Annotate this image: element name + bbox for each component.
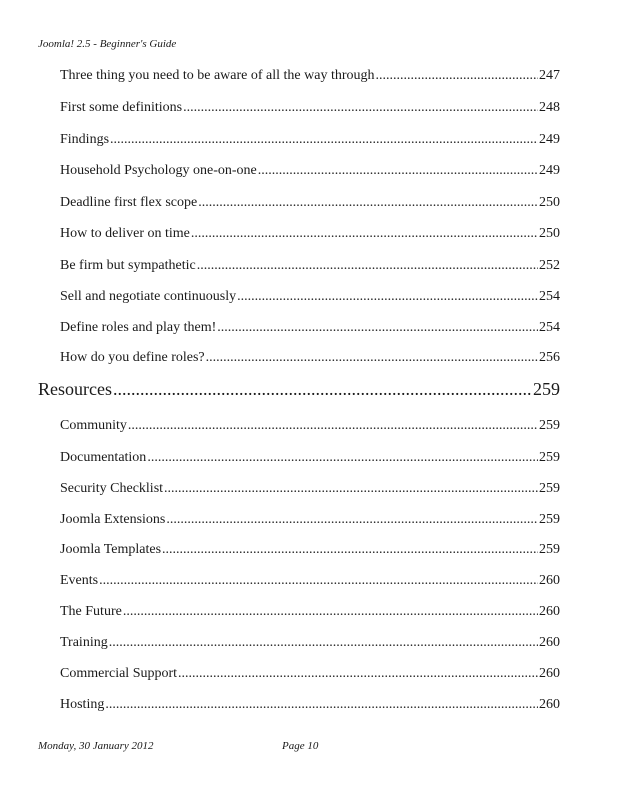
toc-entry [60, 350, 560, 370]
toc-entry-title: First some definitions [60, 100, 183, 115]
toc-entry-page: 260 [539, 697, 560, 712]
toc-entry-page: 252 [539, 258, 560, 273]
toc-entry-page: 259 [539, 512, 560, 527]
toc-dot-leader [198, 195, 538, 211]
toc-entry-title: Sell and negotiate continuously [60, 289, 237, 304]
toc-entry-title: How do you define roles? [60, 350, 205, 365]
toc-entry-page: 259 [539, 450, 560, 465]
toc-entry-title: Define roles and play them! [60, 320, 217, 335]
toc-dot-leader [183, 100, 538, 116]
toc-entry-title: Community [60, 418, 127, 433]
toc-entry [60, 163, 560, 183]
toc-entry-title: The Future [60, 604, 122, 619]
toc-entry [60, 573, 560, 593]
toc-entry [60, 542, 560, 562]
toc-entry [60, 68, 560, 88]
toc-dot-leader [147, 450, 538, 466]
toc-entry-page: 250 [539, 195, 560, 210]
toc-entry-title: Joomla Extensions [60, 512, 166, 527]
toc-dot-leader [128, 418, 538, 434]
toc-entry [60, 666, 560, 686]
toc-entry-page: 259 [539, 418, 560, 433]
toc-dot-leader [206, 350, 538, 366]
toc-dot-leader [110, 132, 538, 148]
toc-dot-leader [99, 573, 538, 589]
toc-dot-leader [113, 379, 532, 400]
toc-dot-leader [237, 289, 538, 305]
running-header: Joomla! 2.5 - Beginner's Guide [38, 38, 177, 50]
toc-entry [60, 320, 560, 340]
toc-entry [60, 289, 560, 309]
toc-entry [60, 604, 560, 624]
toc-entry-page: 259 [539, 542, 560, 557]
toc-entry-title: Events [60, 573, 99, 588]
toc-entry-title: Joomla Templates [60, 542, 162, 557]
toc-dot-leader [178, 666, 538, 682]
toc-dot-leader [376, 68, 538, 84]
toc-entry [60, 512, 560, 532]
toc-entry-page: 259 [533, 379, 560, 399]
toc-entry [60, 258, 560, 278]
toc-entry [60, 226, 560, 246]
toc-entry-page: 260 [539, 635, 560, 650]
toc-entry-title: How to deliver on time [60, 226, 190, 241]
toc-entry [60, 100, 560, 120]
toc-entry-page: 248 [539, 100, 560, 115]
footer-date: Monday, 30 January 2012 [38, 740, 154, 752]
toc-entry-title: Be firm but sympathetic [60, 258, 196, 273]
toc-dot-leader [162, 542, 538, 558]
toc-entry-title: Deadline first flex scope [60, 195, 198, 210]
toc-entry-page: 249 [539, 132, 560, 147]
toc-entry-page: 254 [539, 320, 560, 335]
toc-dot-leader [191, 226, 538, 242]
toc-entry-page: 250 [539, 226, 560, 241]
toc-entry-page: 249 [539, 163, 560, 178]
toc-dot-leader [109, 635, 538, 651]
toc-entry-title: Three thing you need to be aware of all the way through [60, 68, 375, 83]
toc-dot-leader [217, 320, 538, 336]
toc-dot-leader [258, 163, 538, 179]
toc-dot-leader [123, 604, 538, 620]
toc-entry [60, 635, 560, 655]
toc-entry-chapter [38, 379, 560, 405]
toc-entry [60, 450, 560, 470]
toc-entry-title: Household Psychology one-on-one [60, 163, 257, 178]
toc-dot-leader [166, 512, 538, 528]
toc-entry-page: 259 [539, 481, 560, 496]
toc-entry-title: Commercial Support [60, 666, 178, 681]
toc-entry-title: Resources [38, 379, 112, 399]
toc-dot-leader [164, 481, 538, 497]
toc-entry-title: Findings [60, 132, 110, 147]
toc-entry-title: Hosting [60, 697, 105, 712]
toc-entry [60, 697, 560, 717]
toc-entry-page: 260 [539, 666, 560, 681]
toc-entry-title: Security Checklist [60, 481, 164, 496]
toc-dot-leader [197, 258, 538, 274]
toc-entry-page: 256 [539, 350, 560, 365]
toc-entry [60, 132, 560, 152]
toc-dot-leader [105, 697, 538, 713]
toc-entry-title: Training [60, 635, 108, 650]
toc-entry-title: Documentation [60, 450, 147, 465]
toc-entry-page: 247 [539, 68, 560, 83]
toc-entry [60, 481, 560, 501]
toc-entry [60, 195, 560, 215]
toc-entry-page: 254 [539, 289, 560, 304]
toc-entry [60, 418, 560, 438]
toc-entry-page: 260 [539, 573, 560, 588]
footer-page-number: Page 10 [282, 740, 319, 752]
toc-entry-page: 260 [539, 604, 560, 619]
